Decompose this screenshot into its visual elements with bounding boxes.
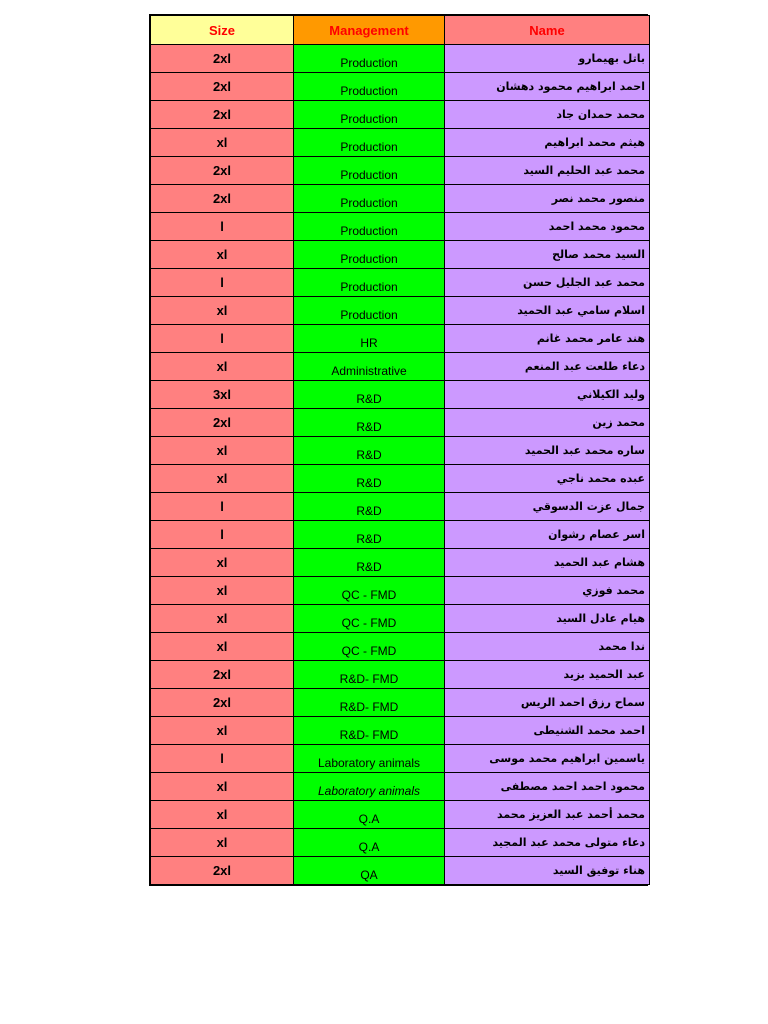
size-cell[interactable]: 2xl	[151, 101, 294, 129]
name-cell[interactable]: اسلام سامي عبد الحميد	[445, 297, 650, 325]
table-row	[151, 549, 650, 577]
spreadsheet-table-container	[149, 14, 648, 886]
size-cell[interactable]: xl	[151, 465, 294, 493]
size-cell[interactable]: xl	[151, 717, 294, 745]
table-row	[151, 381, 650, 409]
management-cell[interactable]: QC - FMD	[294, 605, 445, 633]
management-cell[interactable]: Production	[294, 297, 445, 325]
size-cell[interactable]: l	[151, 213, 294, 241]
management-cell[interactable]: Laboratory animals	[294, 773, 445, 801]
table-row	[151, 745, 650, 773]
management-cell[interactable]: Production	[294, 73, 445, 101]
size-cell[interactable]: l	[151, 325, 294, 353]
name-cell[interactable]: عبد الحميد بزيد	[445, 661, 650, 689]
size-cell[interactable]: 2xl	[151, 73, 294, 101]
size-column-header: Size	[151, 16, 294, 45]
name-cell[interactable]: احمد ابراهيم محمود دهشان	[445, 73, 650, 101]
table-row	[151, 101, 650, 129]
management-cell[interactable]: Q.A	[294, 801, 445, 829]
size-cell[interactable]: xl	[151, 633, 294, 661]
table-row	[151, 297, 650, 325]
size-cell[interactable]: 2xl	[151, 661, 294, 689]
size-cell[interactable]: l	[151, 493, 294, 521]
management-cell[interactable]: Administrative	[294, 353, 445, 381]
name-cell[interactable]: دعاء متولى محمد عبد المجيد	[445, 829, 650, 857]
table-row	[151, 241, 650, 269]
management-cell[interactable]: Laboratory animals	[294, 745, 445, 773]
size-cell[interactable]: l	[151, 269, 294, 297]
name-cell[interactable]: سماح رزق احمد الريس	[445, 689, 650, 717]
size-cell[interactable]: xl	[151, 297, 294, 325]
management-cell[interactable]: R&D	[294, 521, 445, 549]
management-cell[interactable]: R&D	[294, 549, 445, 577]
management-cell[interactable]: R&D	[294, 465, 445, 493]
name-cell[interactable]: محمد عبد الحليم السيد	[445, 157, 650, 185]
table-row	[151, 857, 650, 885]
size-cell[interactable]: 2xl	[151, 689, 294, 717]
table-row	[151, 773, 650, 801]
management-cell[interactable]: R&D	[294, 409, 445, 437]
management-cell[interactable]: Production	[294, 45, 445, 73]
management-cell[interactable]: Production	[294, 101, 445, 129]
management-cell[interactable]: R&D	[294, 381, 445, 409]
employee-size-table	[150, 15, 650, 885]
size-cell[interactable]: xl	[151, 353, 294, 381]
table-row	[151, 157, 650, 185]
size-cell[interactable]: xl	[151, 437, 294, 465]
table-row	[151, 45, 650, 73]
management-cell[interactable]: R&D- FMD	[294, 689, 445, 717]
size-cell[interactable]: 2xl	[151, 157, 294, 185]
table-body	[151, 45, 650, 885]
size-cell[interactable]: 2xl	[151, 45, 294, 73]
name-cell[interactable]: محمد زين	[445, 409, 650, 437]
management-cell[interactable]: Production	[294, 269, 445, 297]
management-cell[interactable]: QA	[294, 857, 445, 885]
management-cell[interactable]: Production	[294, 129, 445, 157]
name-cell[interactable]: احمد محمد الشنيطى	[445, 717, 650, 745]
name-cell[interactable]: هيام عادل السيد	[445, 605, 650, 633]
name-cell[interactable]: محمد فوزي	[445, 577, 650, 605]
size-cell[interactable]: xl	[151, 549, 294, 577]
name-column-header: Name	[445, 16, 650, 45]
table-row	[151, 269, 650, 297]
size-cell[interactable]: xl	[151, 605, 294, 633]
name-cell[interactable]: هند عامر محمد غانم	[445, 325, 650, 353]
table-row	[151, 185, 650, 213]
table-row	[151, 353, 650, 381]
table-row	[151, 437, 650, 465]
table-row	[151, 493, 650, 521]
table-row	[151, 717, 650, 745]
table-row	[151, 213, 650, 241]
size-cell[interactable]: 3xl	[151, 381, 294, 409]
name-cell[interactable]: هيثم محمد ابراهيم	[445, 129, 650, 157]
name-cell[interactable]: ياسمين ابراهيم محمد موسى	[445, 745, 650, 773]
table-row	[151, 577, 650, 605]
size-cell[interactable]: xl	[151, 129, 294, 157]
management-cell[interactable]: R&D	[294, 493, 445, 521]
table-row	[151, 633, 650, 661]
management-column-header: Management	[294, 16, 445, 45]
name-cell[interactable]: عبده محمد ناجي	[445, 465, 650, 493]
size-cell[interactable]: xl	[151, 801, 294, 829]
table-row	[151, 409, 650, 437]
name-cell[interactable]: دعاء طلعت عبد المنعم	[445, 353, 650, 381]
table-row	[151, 689, 650, 717]
management-cell[interactable]: Production	[294, 241, 445, 269]
name-cell[interactable]: محمود محمد احمد	[445, 213, 650, 241]
name-cell[interactable]: محمود احمد احمد مصطفى	[445, 773, 650, 801]
table-row	[151, 801, 650, 829]
management-cell[interactable]: Production	[294, 185, 445, 213]
table-row	[151, 73, 650, 101]
size-cell[interactable]: l	[151, 745, 294, 773]
size-cell[interactable]: xl	[151, 241, 294, 269]
name-cell[interactable]: هناء توفيق السيد	[445, 857, 650, 885]
name-cell[interactable]: محمد عبد الجليل حسن	[445, 269, 650, 297]
size-cell[interactable]: xl	[151, 829, 294, 857]
name-cell[interactable]: ندا محمد	[445, 633, 650, 661]
name-cell[interactable]: اسر عصام رشوان	[445, 521, 650, 549]
size-cell[interactable]: xl	[151, 577, 294, 605]
size-cell[interactable]: xl	[151, 773, 294, 801]
management-cell[interactable]: Production	[294, 213, 445, 241]
table-row	[151, 465, 650, 493]
name-cell[interactable]: جمال عزت الدسوقي	[445, 493, 650, 521]
name-cell[interactable]: محمد حمدان جاد	[445, 101, 650, 129]
table-row	[151, 605, 650, 633]
management-cell[interactable]: R&D- FMD	[294, 661, 445, 689]
management-cell[interactable]: R&D	[294, 437, 445, 465]
management-cell[interactable]: HR	[294, 325, 445, 353]
management-cell[interactable]: QC - FMD	[294, 633, 445, 661]
size-cell[interactable]: l	[151, 521, 294, 549]
name-cell[interactable]: السيد محمد صالح	[445, 241, 650, 269]
size-cell[interactable]: 2xl	[151, 857, 294, 885]
name-cell[interactable]: باتل بهيمارو	[445, 45, 650, 73]
name-cell[interactable]: ساره محمد عبد الحميد	[445, 437, 650, 465]
name-cell[interactable]: محمد أحمد عبد العزيز محمد	[445, 801, 650, 829]
table-row	[151, 129, 650, 157]
table-row	[151, 661, 650, 689]
table-row	[151, 829, 650, 857]
management-cell[interactable]: Q.A	[294, 829, 445, 857]
management-cell[interactable]: QC - FMD	[294, 577, 445, 605]
table-row	[151, 521, 650, 549]
name-cell[interactable]: منصور محمد نصر	[445, 185, 650, 213]
name-cell[interactable]: هشام عبد الحميد	[445, 549, 650, 577]
management-cell[interactable]: Production	[294, 157, 445, 185]
header-row	[151, 16, 650, 45]
size-cell[interactable]: 2xl	[151, 185, 294, 213]
size-cell[interactable]: 2xl	[151, 409, 294, 437]
table-row	[151, 325, 650, 353]
management-cell[interactable]: R&D- FMD	[294, 717, 445, 745]
name-cell[interactable]: وليد الكيلاني	[445, 381, 650, 409]
